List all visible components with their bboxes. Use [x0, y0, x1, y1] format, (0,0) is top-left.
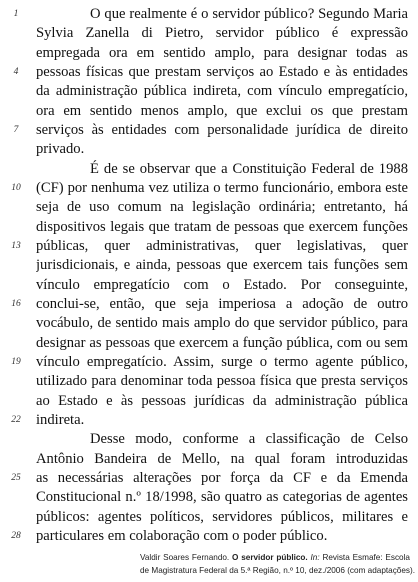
text-line: da administração pública indireta, com vínculo empregatício,: [36, 83, 408, 99]
citation-source: Revista Esmafe: Escola: [322, 553, 410, 562]
text-line: públicas, quer administrativas, quer legislativas, quer: [36, 238, 408, 254]
text-line: vínculo empregatício. Assim, surge o termo agente público,: [36, 354, 408, 370]
citation-author: Valdir Soares Fernando.: [140, 553, 230, 562]
line-number: 16: [11, 299, 21, 309]
text-line: O que realmente é o servidor público? Segundo Maria: [90, 6, 408, 22]
text-line: dispositivos legais que tratam de pessoas que exercem funções: [36, 219, 408, 235]
text-line: conclui-se, então, que seja imperiosa a adoção de outro: [36, 296, 408, 312]
line-number: 10: [11, 183, 21, 193]
line-number: 22: [11, 415, 21, 425]
line-number: 25: [11, 473, 21, 483]
text-line: (CF) por nenhuma vez utiliza o termo funcionário, embora este: [36, 180, 408, 196]
text-line: serviços às entidades com personalidade jurídica de direito: [36, 122, 408, 138]
text-line: particulares em colaboração com o poder público.: [36, 528, 328, 544]
citation-in-label: In:: [310, 553, 320, 562]
text-line: jurisdicionais, e ainda, pessoas que exercem tais funções sem: [36, 257, 408, 273]
line-number: 4: [13, 67, 19, 77]
line-number: 19: [11, 357, 21, 367]
text-line: privado.: [36, 141, 85, 157]
text-line: indireta.: [36, 412, 85, 428]
citation-title: O servidor público.: [232, 553, 308, 562]
text-line: as necessárias alterações por força da CF e da Emenda: [36, 470, 408, 486]
text-line: empregada ora em sentido amplo, para designar todas as: [36, 45, 408, 61]
text-line: Desse modo, conforme a classificação de Celso: [90, 431, 408, 447]
line-number: 7: [13, 125, 19, 135]
text-line: seja de uso comum na legislação ordinária; entretanto, há: [36, 199, 408, 215]
text-line: Antônio Bandeira de Mello, na qual foram introduzidas: [36, 451, 408, 467]
text-line: É de se observar que a Constituição Federal de 1988: [90, 161, 408, 177]
text-line: ao Estado e às pessoas jurídicas da administração pública: [36, 393, 408, 409]
text-line: ora em sentido menos amplo, que exclui os que prestam: [36, 103, 408, 119]
citation-line-2: de Magistratura Federal da 5.ª Região, n.º 10, dez./2006 (com adaptações).: [140, 566, 416, 575]
line-number: 28: [11, 531, 21, 541]
text-line: Sylvia Zanella di Pietro, servidor público é expressão: [36, 25, 408, 41]
text-line: designar as pessoas que exercem a função pública, com ou sem: [36, 335, 408, 351]
line-number: 13: [11, 241, 21, 251]
text-line: vínculo empregatício com o Estado. Por conseguinte,: [36, 277, 408, 293]
text-line: Constitucional n.º 18/1998, são quatro as categorias de agentes: [36, 489, 408, 505]
text-line: públicos: agentes políticos, servidores públicos, militares e: [36, 509, 408, 525]
text-line: utilizado para denominar toda pessoa física que presta serviços: [36, 373, 408, 389]
text-line: pessoas físicas que prestam serviços ao Estado e às entidades: [36, 64, 408, 80]
text-line: vocábulo, de sentido mais amplo do que servidor público, para: [36, 315, 408, 331]
citation-line: [140, 552, 410, 564]
line-number: 1: [13, 9, 19, 19]
